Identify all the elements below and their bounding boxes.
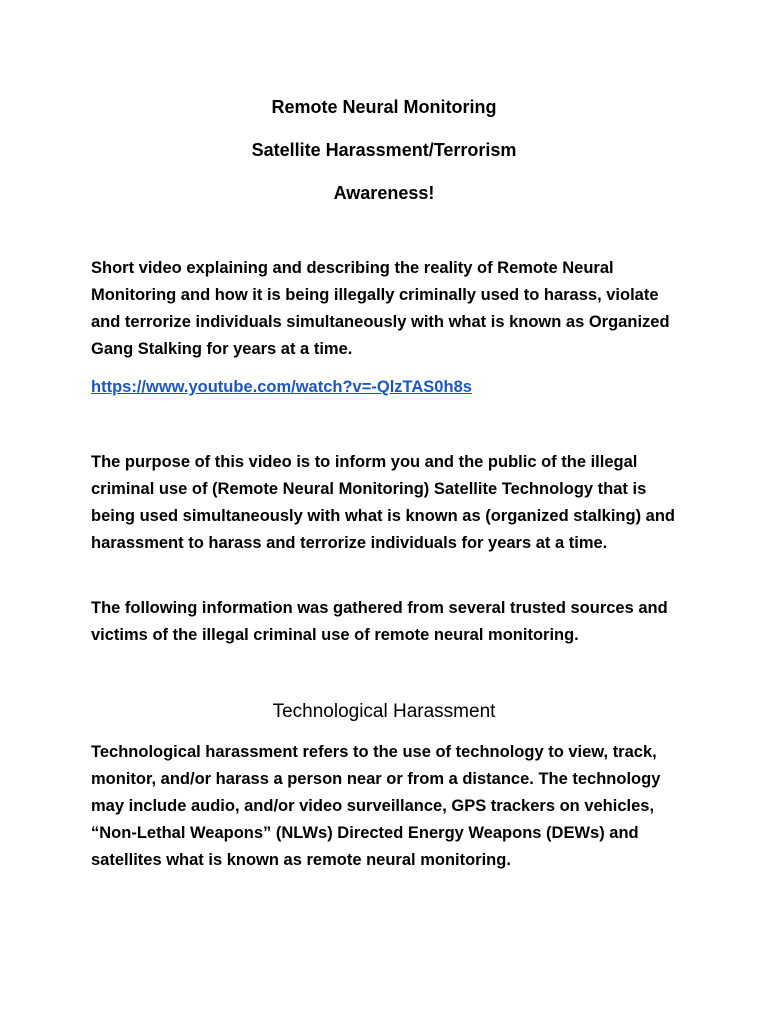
section-heading: Technological Harassment (272, 701, 496, 722)
technological-harassment-paragraph: Technological harassment refers to the use of technology to view, track, monitor, and/or harass a person near or from a distance. The technology may include audio, and/or video surveillance, GPS trackers on vehicles, “Non-Lethal Weapons” (NLWs) Directed Energy Weapons (DEWs) and satellites what is known as remote neural monitoring. (91, 743, 661, 869)
title-line-3: Awareness! (333, 183, 435, 203)
title-line-2: Satellite Harassment/Terrorism (251, 140, 517, 160)
title-line-1: Remote Neural Monitoring (271, 97, 497, 117)
intro-paragraph: Short video explaining and describing the reality of Remote Neural Monitoring and how it is being illegally criminally used to harass, violate and terrorize individuals simultaneously with what is known as Organized Gang Stalking for years at a time. (91, 259, 670, 358)
purpose-paragraph: The purpose of this video is to inform you and the public of the illegal criminal use of (Remote Neural Monitoring) Satellite Technology that is being used simultaneously with what is known as (organized stalking) and harassment to harass and terrorize individuals for years at a time. (91, 453, 676, 552)
sources-paragraph: The following information was gathered from several trusted sources and victims of the illegal criminal use of remote neural monitoring. (91, 599, 668, 644)
youtube-link[interactable]: https://www.youtube.com/watch?v=-QlzTAS0h8s (91, 378, 472, 396)
